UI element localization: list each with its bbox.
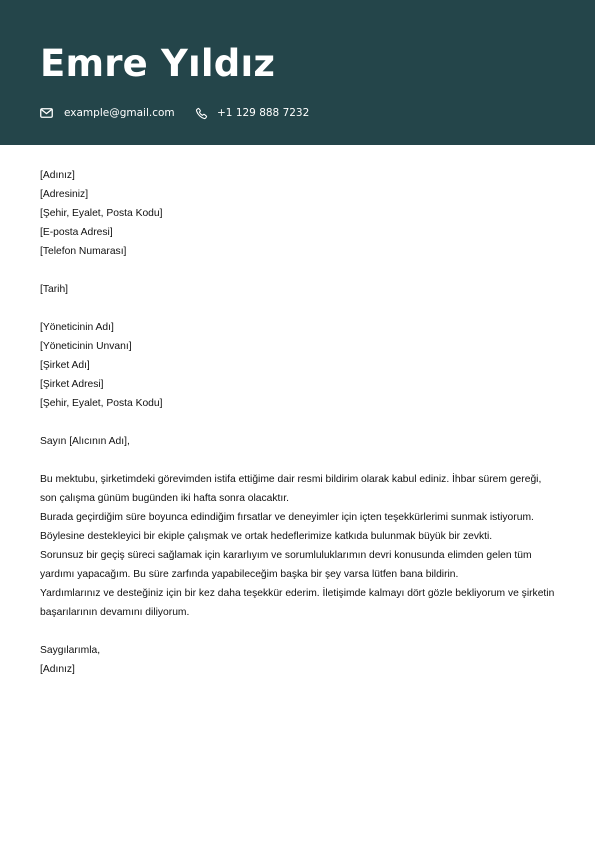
signature-name: [Adınız] [40,664,75,675]
body-line: yardımı yapacağım. Bu süre zarfında yapabileceğim başka bir şey varsa lütfen bana bildirin. [40,569,459,580]
recipient-company-address: [Şirket Adresi] [40,379,104,390]
recipient-block [40,318,555,413]
body-line: başarılarının devamını diliyorum. [40,607,190,618]
sender-city: [Şehir, Eyalet, Posta Kodu] [40,208,163,219]
phone-text[interactable]: +1 129 888 7232 [217,107,310,119]
closing-block [40,641,555,679]
letter-body [40,166,555,698]
recipient-company: [Şirket Adı] [40,360,90,371]
salutation-block [40,432,555,451]
date-block [40,280,555,299]
recipient-city: [Şehir, Eyalet, Posta Kodu] [40,398,163,409]
closing-phrase: Saygılarımla, [40,645,101,656]
header-banner [0,0,595,145]
body-line: son çalışma günüm bugünden iki hafta sonra olacaktır. [40,493,289,504]
sender-address: [Adresiniz] [40,189,89,200]
contact-phone[interactable] [195,104,309,122]
body-line: Böylesine destekleyici bir ekiple çalışmak ve ortak hedeflerimize katkıda bulunmak büyük bir zevkti. [40,531,493,542]
body-paragraph [40,470,555,622]
sender-name: [Adınız] [40,170,75,181]
envelope-icon [40,106,55,121]
recipient-title: [Yöneticinin Unvanı] [40,341,132,352]
body-line: Yardımlarınız ve desteğiniz için bir kez daha teşekkür ederim. İletişimde kalmayı dört gözle bekliyorum ve şirketin [40,588,555,599]
phone-icon [195,106,210,121]
recipient-name: [Yöneticinin Adı] [40,322,114,333]
contact-email[interactable] [40,104,175,122]
body-line: Sorunsuz bir geçiş süreci sağlamak için kararlıyım ve sorumluluklarımın devri konusunda elimden gelen tüm [40,550,532,561]
email-text[interactable]: example@gmail.com [64,107,175,119]
letter-date: [Tarih] [40,284,69,295]
body-line: Bu mektubu, şirketimdeki görevimden istifa ettiğime dair resmi bildirim olarak kabul ediniz. İhbar sürem gereği, [40,474,542,485]
sender-phone: [Telefon Numarası] [40,246,127,257]
body-line: Burada geçirdiğim süre boyunca edindiğim fırsatlar ve deneyimler için içten teşekkürlerimi sunmak istiyorum. [40,512,534,523]
sender-block [40,166,555,261]
salutation: Sayın [Alıcının Adı], [40,436,130,447]
sender-email: [E-posta Adresi] [40,227,113,238]
applicant-name: Emre Yıldız [40,42,276,85]
